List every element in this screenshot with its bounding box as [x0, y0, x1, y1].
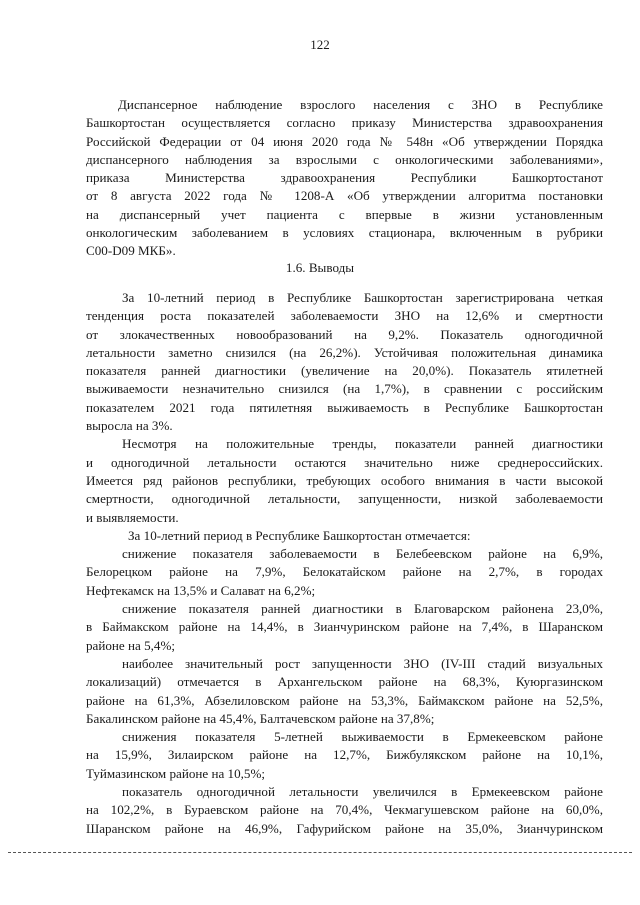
text-line: от 8 августа 2022 года № 1208-А «Об утверждении алгоритма постановки	[86, 188, 603, 204]
text-line: Шаранском районе на 46,9%, Гафурийском районе на 35,0%, Зианчуринском	[86, 820, 603, 836]
text-line: локализаций) отмечается в Архангельском районе на 68,3%, Куюргазинском	[86, 674, 603, 690]
text-line: наиболее значительный рост запущенности ЗНО (IV-III стадий визуальных	[122, 655, 603, 671]
text-line: Диспансерное наблюдение взрослого населения с ЗНО в Республике	[118, 97, 603, 112]
text-line: и выявляемости.	[86, 509, 179, 525]
text-line: Бакалинском районе на 45,4%, Балтачевском районе на 37,8%;	[86, 710, 435, 726]
text-line: онкологическим заболеванием в условиях стационара, включенным в рубрики	[86, 225, 603, 241]
text-line: С00-D09 МКБ».	[86, 243, 176, 259]
text-line: показателем 2021 года пятилетняя выживаемость в Республике Башкортостан	[86, 399, 603, 415]
section-heading: 1.6. Выводы	[285, 260, 355, 275]
text-line: показателя ранней диагностики (увеличение на 20,0%). Показатель ятилетней	[86, 363, 603, 379]
text-line: приказа Министерства здравоохранения Республики Башкортостанот	[86, 170, 603, 186]
text-line: летальности заметно снизился (на 26,2%). Устойчивая положительная динамика	[86, 344, 603, 360]
text-line: от злокачественных новообразований на 9,2%. Показатель одногодичной	[86, 326, 603, 342]
text-line: на диспансерный учет пациента с впервые в жизни установленным	[86, 206, 603, 222]
text-line: диспансерного наблюдения за взрослыми с онкологическими заболеваниями»,	[86, 151, 603, 167]
text-line: на 15,9%, Зилаирском районе на 12,7%, Бижбулякском районе на 10,1%,	[86, 747, 603, 763]
page-number: 122	[310, 37, 330, 52]
text-line: и одногодичной летальности остаются значительно ниже среднероссийских.	[86, 454, 603, 470]
text-line: снижение показателя заболеваемости в Белебеевском районе на 6,9%,	[122, 546, 603, 562]
text-line: За 10-летний период в Республике Башкортостан отмечается:	[128, 527, 471, 543]
text-line: снижения показателя 5-летней выживаемости в Ермекеевском районе	[122, 729, 603, 745]
text-line: выживаемости незначительно снизился (на 1,7%), в сравнении с российским	[86, 381, 603, 397]
text-line: на 102,2%, в Бураевском районе на 70,4%, Чекмагушевском районе на 60,0%,	[86, 802, 603, 818]
text-line: районе на 61,3%, Абзелиловском районе на 53,3%, Баймакском районе на 52,5%,	[86, 692, 603, 708]
text-line: Белорецком районе на 7,9%, Белокатайском районе на 2,7%, в городах	[86, 564, 603, 580]
text-line: Нефтекамск на 13,5% и Салават на 6,2%;	[86, 582, 316, 598]
text-line: Имеется ряд районов республики, требующих особого внимания в части высокой	[86, 472, 603, 488]
text-line: За 10-летний период в Республике Башкортостан зарегистрирована четкая	[122, 290, 603, 305]
text-line: в Баймакском районе на 14,4%, в Зианчуринском районе на 7,4%, в Шаранском	[86, 619, 603, 635]
text-line: выросла на 3%.	[86, 418, 173, 434]
text-line: Российской Федерации от 04 июня 2020 года № 548н «Об утверждении Порядка	[86, 133, 603, 149]
text-line: Башкортостан осуществляется согласно приказу Министерства здравоохранения	[86, 115, 603, 131]
text-line: снижение показателя ранней диагностики в Благоварском районена 23,0%,	[122, 601, 603, 617]
text-line: Туймазинском районе на 10,5%;	[86, 765, 266, 781]
text-line: показатель одногодичной летальности увеличился в Ермекеевском районе	[122, 784, 603, 800]
text-line: Несмотря на положительные тренды, показатели ранней диагностики	[122, 436, 603, 452]
page-bottom-divider	[8, 852, 632, 853]
text-line: тенденция роста показателей заболеваемости ЗНО на 12,6% и смертности	[86, 308, 603, 324]
text-line: районе на 5,4%;	[86, 637, 176, 653]
conclusions-body	[86, 289, 603, 838]
intro-paragraph	[86, 96, 603, 261]
text-line: смертности, одногодичной летальности, запущенности, низкой заболеваемости	[86, 491, 603, 507]
